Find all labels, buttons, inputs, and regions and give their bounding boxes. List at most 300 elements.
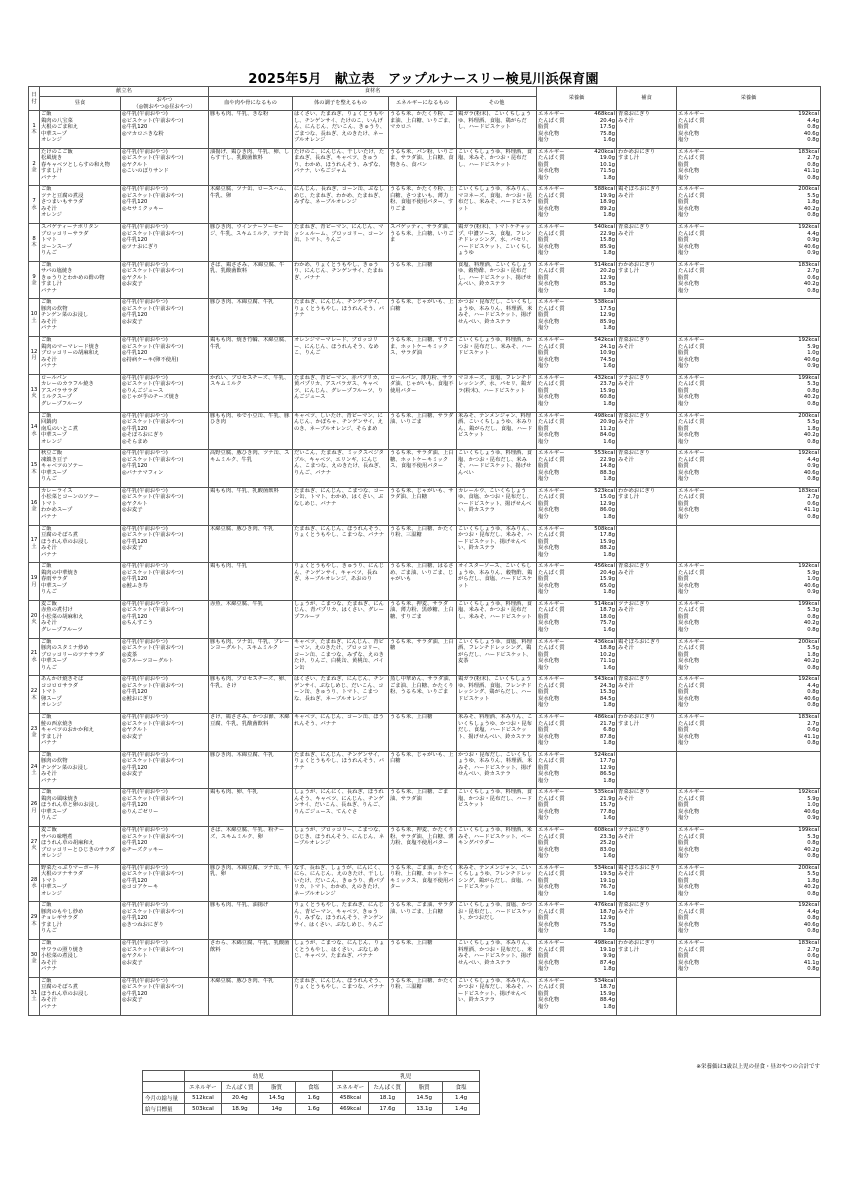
supplement-item: わかめおにぎり [618, 940, 656, 947]
day-cell [29, 977, 40, 1015]
nutrient-value: 1.6g [603, 137, 616, 143]
nutrient-label: エネルギー [538, 827, 565, 834]
nutrient-value: 1.8g [603, 513, 616, 520]
supplement-item: 青菜おにぎり [618, 902, 650, 909]
day-date: 17 [30, 537, 38, 544]
ingredient-energy: うるち米、上白糖、かたくり粉、三温糖 [389, 977, 457, 1015]
nutrient-label: 塩分 [538, 890, 549, 897]
snack-item: ◎ヤクルト [122, 161, 148, 168]
supplement-item: 青菜おにぎり [618, 224, 650, 231]
nutrient-value: 1.6g [603, 664, 616, 671]
snack-item: ◎ビスケット(午前おやつ) [122, 833, 184, 840]
nutrient-value: 538kcal [594, 299, 616, 306]
lunch-item: みそ汁 [41, 997, 57, 1004]
lunch-item: みそ汁 [41, 356, 57, 363]
snack-item: ◎牛乳(午前おやつ) [122, 412, 168, 419]
nutrient-value: 535kcal [594, 789, 616, 796]
snack-cell [121, 186, 209, 224]
lunch-item: サバの味噌煮 [41, 833, 73, 840]
nutrient-value: 0.8g [807, 124, 820, 130]
snack-item: ◎牛乳(午前おやつ) [122, 714, 168, 720]
nutrient-value: 41.1g [803, 959, 820, 966]
nutrient-label: たんぱく質 [538, 381, 565, 388]
summary-col: エネルギー [185, 1082, 222, 1093]
lunch-item: わかめスープ [41, 507, 73, 514]
nutrient-label: 炭水化物 [678, 394, 700, 401]
supplement-cell [617, 977, 677, 1015]
nutrient-value: 71.1g [599, 658, 616, 665]
snack-item: ◎ツナおにぎり [122, 243, 159, 250]
day-cell [29, 186, 40, 224]
lunch-item: ココロロサラダ [41, 682, 79, 689]
nutrient-value: 200kcal [798, 412, 820, 419]
nutrient-value: 15.9g [599, 990, 616, 997]
nutrient-label: 脂質 [678, 576, 689, 583]
snack-item: ◎牛乳(午前おやつ) [122, 525, 168, 532]
ingredient-energy: うるち米、上白糖、サラダ油、いりごま [389, 412, 457, 450]
nutrient-label: 炭水化物 [678, 507, 700, 514]
menu-row [29, 412, 821, 450]
ingredient-blood: 鶏もも肉、焼き竹輪、木綿豆腐、牛乳 [209, 337, 293, 375]
nutrient-value: 71.5g [599, 168, 616, 175]
nutrient-label: 脂質 [678, 953, 689, 960]
snack-item: ◎お麦子 [122, 959, 143, 966]
nutrition-2-grid [678, 262, 819, 295]
nutrient-value: 5.9g [807, 795, 820, 802]
snack-item: ◎ビスケット(午前おやつ) [122, 305, 184, 312]
nutrition-grid [538, 337, 615, 370]
summary-value: 14.5g [406, 1093, 443, 1104]
nutrient-value: 20.9g [599, 419, 616, 425]
lunch-item: 卵スープ [41, 695, 62, 702]
nutrient-value: 486kcal [594, 714, 616, 720]
nutrition-grid [538, 413, 615, 446]
lunch-item: りんご [41, 928, 57, 935]
snack-item: ◎牛乳(午前おやつ) [122, 977, 168, 984]
nutrient-label: たんぱく質 [538, 758, 565, 765]
nutrient-label: 塩分 [678, 966, 689, 973]
ingredient-blood: 高野豆腐、豚ひき肉、ツナ缶、スキムミルク、牛乳 [209, 450, 293, 488]
supplement-cell [617, 827, 677, 865]
nutrient-label: 塩分 [538, 626, 549, 633]
supplement-item: 青菜おにぎり [618, 412, 650, 419]
nutrition-grid [538, 827, 615, 860]
nutrient-value: 183kcal [798, 940, 820, 947]
ingredient-body: たけのこ、にんじん、干しいたけ、たまねぎ、長ねぎ、キャベツ、きゅうり、わかめ、ほうれんそう、みずな、バナナ、いちごジャム [293, 148, 389, 186]
snack-item: ◎牛乳(午前おやつ) [122, 337, 168, 344]
lunch-item: 秋豆ご飯 [41, 450, 63, 457]
ingredient-other: こいくちしょうゆ、料理酒、食塩、かつお・昆布だし、ハードビスケット [457, 789, 537, 827]
nutrition-cell [537, 789, 617, 827]
ingredient-body: キャベツ、たまねぎ、にんじん、青ピーマン、えのきたけ、ブロッコリー、コーン缶、こまつな、みずな、えのきたけ、りんご、白桃缶、黄桃缶、パイン缶 [293, 638, 389, 676]
day-weekday: 金 [31, 958, 37, 965]
nutrient-value: 87.8g [599, 733, 616, 740]
summary-value: 18.1g [369, 1093, 406, 1104]
snack-item: ◎牛乳(午前おやつ) [122, 299, 168, 306]
ingredient-energy: うるち米、上白糖 [389, 714, 457, 752]
nutrient-label: エネルギー [538, 224, 565, 231]
header-blood: 血や肉や骨になるもの [209, 97, 293, 111]
nutrient-label: 塩分 [538, 513, 549, 520]
menu-row [29, 638, 821, 676]
nutrient-value: 0.8g [807, 928, 820, 935]
nutrient-label: 炭水化物 [678, 620, 700, 627]
ingredient-blood: さわら、木綿豆腐、牛乳、乳酸菌飲料 [209, 940, 293, 978]
lunch-item: ミルクスープ [41, 394, 73, 401]
menu-row [29, 525, 821, 563]
nutrient-value: 0.8g [807, 966, 820, 973]
lunch-item: みそ汁 [41, 205, 57, 212]
nutrient-value: 23.7g [599, 381, 616, 388]
nutrient-label: エネルギー [678, 600, 705, 607]
nutrient-label: 炭水化物 [678, 281, 700, 288]
supplement-item: 青菜おにぎり [618, 450, 650, 457]
lunch-item: たけのこご飯 [41, 148, 73, 155]
nutrition-cell [537, 224, 617, 262]
day-weekday: 水 [31, 430, 37, 437]
nutrition-2-cell [677, 487, 821, 525]
nutrient-label: たんぱく質 [678, 645, 705, 652]
nutrient-label: 炭水化物 [538, 432, 560, 438]
supplement-item: みそ汁 [618, 682, 634, 689]
day-cell [29, 487, 40, 525]
nutrient-value: 5.5g [807, 419, 820, 425]
ingredient-energy: うるち米、じゃがいも、上白糖 [389, 299, 457, 337]
day-weekday: 火 [31, 845, 37, 852]
lunch-item: ご飯 [41, 940, 52, 947]
nutrient-label: たんぱく質 [678, 343, 705, 350]
ingredient-blood: さば、鶏ささみ、木綿豆腐、牛乳、乳酸菌飲料 [209, 261, 293, 299]
ingredient-blood: 豚もも肉、プロセスチーズ、卵、牛乳、さけ [209, 676, 293, 714]
ingredient-energy: うるち米、パン粉、いりごま、サラダ油、上白糖、食物きら、食パン [389, 148, 457, 186]
nutrient-label: 脂質 [538, 312, 549, 319]
nutrient-value: 200kcal [798, 186, 820, 193]
nutrient-label: 脂質 [538, 764, 549, 771]
lunch-cell [40, 111, 121, 149]
nutrient-label: エネルギー [678, 789, 705, 796]
supplement-item: 青菜おにぎり [618, 789, 650, 796]
nutrient-label: 脂質 [678, 425, 689, 432]
ingredient-energy: うるち米、じゃがいも、サラダ油、上白糖 [389, 487, 457, 525]
nutrition-cell [537, 337, 617, 375]
header-nutrition: 栄養価 [537, 87, 617, 111]
nutrient-label: 炭水化物 [538, 130, 560, 137]
nutrient-value: 5.5g [807, 871, 820, 878]
supplement-item: すまし汁 [618, 720, 640, 727]
nutrient-value: 0.9g [807, 815, 820, 822]
supplement-item: 青菜おにぎり [618, 563, 650, 570]
nutrient-value: 12.9g [599, 500, 616, 507]
lunch-cell [40, 261, 121, 299]
lunch-item: ほうれん草と卵のお浸し [41, 802, 100, 809]
supplement-item: みそ汁 [618, 117, 634, 124]
snack-item: ◎牛乳120 [122, 463, 148, 470]
day-weekday: 水 [31, 656, 37, 663]
ingredient-other: 米みそ、テンメンジャン、こいくちしょうゆ、フレンチドレッシング、鶏がらだし、食塩、ハードビスケット [457, 864, 537, 902]
lunch-item: チョレギサラダ [41, 915, 78, 922]
nutrient-label: エネルギー [678, 827, 705, 834]
nutrition-2-grid [678, 865, 819, 898]
day-cell [29, 148, 40, 186]
nutrient-label: エネルギー [678, 337, 705, 344]
nutrient-label: エネルギー [538, 111, 565, 117]
nutrient-label: たんぱく質 [538, 984, 565, 991]
nutrient-label: たんぱく質 [538, 833, 565, 840]
snack-item: ◎牛乳120 [122, 990, 148, 997]
nutrition-2-cell [677, 186, 821, 224]
nutrient-value: 40.2g [803, 884, 820, 891]
nutrient-label: エネルギー [538, 412, 565, 419]
nutrient-label: たんぱく質 [538, 645, 565, 652]
nutrient-label: 炭水化物 [538, 545, 560, 552]
nutrient-label: 炭水化物 [538, 695, 560, 702]
snack-item: ◎牛乳(午前おやつ) [122, 563, 168, 570]
nutrient-label: 炭水化物 [538, 582, 560, 589]
nutrient-value: 74.5g [599, 356, 616, 363]
nutrient-label: 脂質 [538, 990, 549, 997]
snack-item: ◎ビスケット(午前おやつ) [122, 984, 184, 991]
nutrient-value: 0.9g [807, 463, 820, 470]
lunch-item: バナナ [41, 777, 57, 784]
nutrient-value: 523kcal [594, 487, 616, 494]
day-cell [29, 676, 40, 714]
supplement-item: 青菜おにぎり [618, 676, 650, 683]
day-cell [29, 299, 40, 337]
snack-cell [121, 751, 209, 789]
ingredient-blood: 豚ひき肉、木綿豆腐、牛乳 [209, 299, 293, 337]
nutrient-value: 17.5g [599, 305, 616, 312]
lunch-cell [40, 450, 121, 488]
nutrient-value: 15.3g [599, 689, 616, 696]
nutrient-value: 1.0g [807, 802, 820, 809]
nutrient-label: 炭水化物 [678, 356, 700, 363]
lunch-item: グレープフルーツ [41, 626, 83, 633]
nutrient-value: 40.6g [803, 808, 820, 815]
ingredient-other: こいくちしょうゆ、料理酒、食塩、かつお・昆布だし、米みそ、ハードビスケット、揚げせんべい [457, 450, 537, 488]
nutrient-value: 5.5g [807, 645, 820, 652]
ingredient-other: 鶏ガラ(粉末)、トマトケチャップ、中濃ソース、食塩、フレンチドレッシング、水、パセリ、ハードビスケット、こいくちしょうゆ [457, 224, 537, 262]
nutrient-label: たんぱく質 [538, 720, 565, 727]
lunch-item: 鶏肉の八宝菜 [41, 117, 73, 124]
nutrition-cell [537, 714, 617, 752]
day-weekday: 火 [31, 393, 37, 400]
nutrient-label: 塩分 [678, 589, 689, 596]
nutrient-value: 1.6g [603, 363, 616, 370]
nutrient-value: 17.7g [599, 758, 616, 765]
snack-item: ◎牛乳(午前おやつ) [122, 261, 168, 268]
nutrient-value: 19.1g [599, 877, 616, 884]
nutrition-2-cell [677, 111, 821, 149]
lunch-item: りんご [41, 815, 57, 822]
ingredient-body: はくさい、たまねぎ、にんじん、チンゲンサイ、ぶなしめじ、だいこん、コーン缶、きゅうり、トマト、こまつな、長ねぎ、ネーブルオレンジ [293, 676, 389, 714]
nutrient-value: 22.9g [599, 230, 616, 237]
summary-value: 18.9g [221, 1104, 258, 1115]
nutrition-2-cell [677, 224, 821, 262]
nutrient-value: 24.3g [599, 682, 616, 689]
supplement-cell [617, 487, 677, 525]
snack-item: ◎鮭ふき寿 [122, 582, 148, 589]
nutrient-label: 炭水化物 [678, 205, 700, 212]
nutrient-value: 0.8g [807, 853, 820, 860]
lunch-item: 大根のごま和え [41, 124, 79, 130]
nutrient-label: たんぱく質 [678, 381, 705, 388]
day-date: 1 [32, 122, 36, 129]
menu-row [29, 940, 821, 978]
summary-col: 食塩 [295, 1082, 332, 1093]
lunch-item: 中華スープ [41, 582, 67, 589]
snack-cell [121, 450, 209, 488]
nutrient-value: 436kcal [594, 638, 616, 645]
lunch-cell [40, 299, 121, 337]
nutrition-grid [538, 375, 615, 408]
nutrient-value: 86.0g [599, 507, 616, 514]
snack-item: ◎牛乳(午前おやつ) [122, 148, 168, 155]
supplement-item: みそ汁 [618, 230, 634, 237]
lunch-item: 凍鎮き豆子 [41, 456, 68, 463]
nutrient-label: 脂質 [678, 500, 689, 507]
snack-item: ◎牛乳(午前おやつ) [122, 186, 168, 193]
nutrient-value: 1.8g [603, 476, 616, 483]
day-date: 12 [30, 348, 38, 355]
nutrient-label: 脂質 [538, 425, 549, 432]
day-date: 20 [30, 612, 38, 619]
ingredient-blood: 鶏もも肉、牛乳、乳酸菌飲料 [209, 487, 293, 525]
snack-item: ◎牛乳120 [122, 915, 148, 922]
nutrient-value: 40.2g [803, 281, 820, 288]
nutrient-label: たんぱく質 [678, 117, 705, 124]
nutrient-value: 0.8g [807, 476, 820, 483]
ingredient-body: たまねぎ、青ピーマン、にんじん、マッシュルーム、ブロッコリー、コーン缶、トマト、りんご [293, 224, 389, 262]
snack-item: ◎牛乳120 [122, 425, 148, 432]
ingredient-other: かつお・昆布だし、こいくちしょうゆ、本みりん、料理酒、米みそ、ハードビスケット、揚げせんべい、鈴カステラ [457, 751, 537, 789]
snack-item: ◎ビスケット(午前おやつ) [122, 419, 184, 425]
snack-cell [121, 676, 209, 714]
nutrient-value: 75.8g [599, 130, 616, 137]
nutrition-2-cell [677, 374, 821, 412]
nutrient-label: 塩分 [678, 363, 689, 370]
summary-value: 14g [258, 1104, 295, 1115]
nutrient-value: 1.8g [603, 966, 616, 973]
summary-columns [143, 1082, 480, 1093]
summary-value: 1.4g [443, 1093, 480, 1104]
summary-value: 458kcal [332, 1093, 369, 1104]
ingredient-other: こいくちしょうゆ、本みりん、かつお・昆布だし、米みそ、ハードビスケット、揚げせんべい、鈴カステラ [457, 977, 537, 1015]
nutrient-value: 2.7g [807, 268, 820, 275]
lunch-cell [40, 412, 121, 450]
nutrient-value: 0.8g [807, 740, 820, 746]
nutrient-label: 脂質 [678, 350, 689, 357]
lunch-cell [40, 337, 121, 375]
header-other: その他 [457, 97, 537, 111]
lunch-item: りんご [41, 476, 57, 483]
ingredient-energy: うるち米、サラダ油、上白糖、ホットケーキミックス、食塩不使用バター [389, 450, 457, 488]
ingredient-blood: 豚ひき肉、木綿豆腐、牛乳 [209, 751, 293, 789]
day-cell [29, 714, 40, 752]
nutrient-value: 192kcal [798, 224, 820, 231]
nutrient-value: 1.8g [603, 250, 616, 257]
lunch-item: バナナ [41, 1003, 57, 1010]
nutrient-label: エネルギー [678, 224, 705, 231]
nutrition-cell [537, 261, 617, 299]
nutrient-label: エネルギー [538, 940, 565, 947]
day-weekday: 木 [31, 920, 37, 927]
ingredient-other: こいくちしょうゆ、食塩、かつお・昆布だし、ハードビスケット、かつおだし [457, 902, 537, 940]
header-ingredients-group: 食材名 [209, 87, 537, 97]
summary-value: 512kcal [185, 1093, 222, 1104]
ingredient-other: こいくちしょうゆ、料理酒、かつお・昆布だし、米みそ、ハードビスケット [457, 337, 537, 375]
supplement-item: わかめおにぎり [618, 487, 656, 494]
nutrient-value: 183kcal [798, 487, 820, 494]
day-weekday: 木 [31, 468, 37, 475]
nutrient-value: 41.1g [803, 733, 820, 740]
snack-cell [121, 600, 209, 638]
snack-cell [121, 940, 209, 978]
nutrient-label: たんぱく質 [678, 833, 705, 840]
snack-item: ◎牛乳(午前おやつ) [122, 902, 168, 909]
ingredient-other: マヨネーズ、食塩、フレンチドレッシング、水、パセリ、鶏ガラ(粉末)、ハードビスケット [457, 374, 537, 412]
supplement-cell [617, 714, 677, 752]
day-date: 27 [30, 838, 38, 845]
day-weekday: 水 [31, 204, 37, 211]
nutrition-grid [538, 563, 615, 596]
summary-value: 1.6g [295, 1104, 332, 1115]
lunch-item: さつまいもサラダ [41, 199, 84, 206]
lunch-item: バナナ [41, 513, 57, 520]
menu-row [29, 827, 821, 865]
snack-item: ◎マカロニきな粉 [122, 130, 164, 137]
lunch-item: サバの塩焼き [41, 268, 73, 275]
snack-item: ◎ちんすこう [122, 620, 154, 627]
ingredient-body: たまねぎ、青ピーマン、赤パプリカ、黄パプリカ、アスパラガス、キャベツ、にんじん、グレープフルーツ、りんごジュース [293, 374, 389, 412]
nutrient-label: たんぱく質 [538, 155, 565, 162]
snack-item: ◎ビスケット(午前おやつ) [122, 720, 184, 727]
nutrient-label: 塩分 [538, 137, 549, 143]
nutrient-label: 炭水化物 [538, 620, 560, 627]
summary-row-label: 給与目標量 [143, 1104, 185, 1115]
lunch-item: ご飯 [41, 714, 52, 720]
nutrient-label: エネルギー [678, 186, 705, 193]
nutrient-value: 18.0g [599, 613, 616, 620]
nutrient-label: 脂質 [678, 802, 689, 809]
nutrition-2-cell [677, 676, 821, 714]
day-weekday: 土 [31, 543, 37, 550]
nutrient-label: エネルギー [538, 714, 565, 720]
supplement-cell [617, 412, 677, 450]
snack-item: ◎ヤクルト [122, 953, 148, 960]
snack-item: ◎お麦子 [122, 507, 143, 514]
nutrient-label: たんぱく質 [678, 720, 705, 727]
nutrient-value: 25.2g [599, 840, 616, 847]
nutrient-label: エネルギー [538, 374, 565, 381]
supplement-item: すまし汁 [618, 946, 640, 953]
nutrition-cell [537, 525, 617, 563]
lunch-item: 豆腐のそぼろ煮 [41, 532, 79, 539]
lunch-item: 中華スープ [41, 130, 67, 137]
snack-item: ◎ココアケーキ [122, 884, 159, 891]
supplement-item: みそ汁 [618, 192, 634, 199]
nutrient-label: 脂質 [538, 651, 549, 658]
snack-item: ◎牛乳120 [122, 764, 148, 771]
nutrient-label: 塩分 [678, 853, 689, 860]
nutrient-value: 534kcal [594, 977, 616, 984]
nutrient-value: 543kcal [594, 676, 616, 683]
nutrient-value: 200kcal [798, 864, 820, 871]
nutrient-label: 塩分 [538, 212, 549, 219]
menu-row [29, 224, 821, 262]
nutrient-value: 40.2g [803, 205, 820, 212]
summary-value: 17.6g [369, 1104, 406, 1115]
day-weekday: 金 [31, 506, 37, 513]
